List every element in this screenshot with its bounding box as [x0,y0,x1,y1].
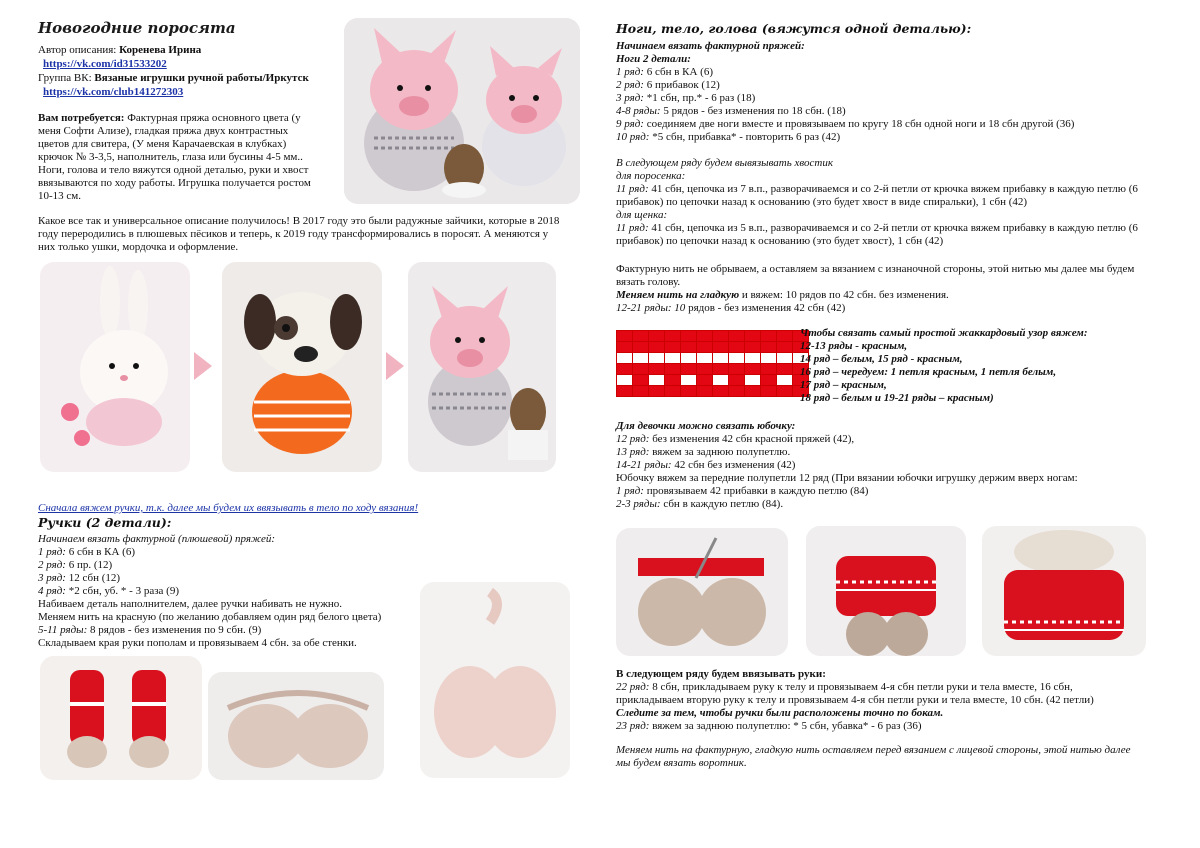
pattern-cell [713,386,728,396]
pattern-cell [633,353,648,363]
pattern-cell [649,364,664,374]
pattern-cell [633,331,648,341]
row-label: 1 ряд: [38,546,66,558]
row-text: рядов - без изменения 42 сбн (42) [685,302,846,314]
pattern-cell [777,375,792,385]
photo-legs-joined [616,528,788,656]
pattern-cell [649,386,664,396]
change-thread-bold: Меняем нить на гладкую [616,289,740,301]
pattern-cell [617,331,632,341]
row-text: прибавок) по цепочки назад к основанию (это будет хвост), 1 сбн (42) [616,235,944,247]
pattern-cell [617,386,632,396]
row-label: 13 ряд: [616,446,650,458]
pattern-cell [761,364,776,374]
pattern-cell [777,331,792,341]
body-heading: Ноги, тело, голова (вяжутся одной деталью): [616,21,972,36]
pattern-cell [697,331,712,341]
pattern-cell [729,342,744,352]
pattern-cell [729,364,744,374]
arms-note: Складываем края руки пополам и провязываем 4 сбн. за обе стенки. [38,637,357,649]
author-label: Автор описания: [38,44,120,56]
pattern-cell [777,342,792,352]
row-label: 23 ряд: [616,720,650,732]
pattern-cell [777,386,792,396]
pattern-cell [745,386,760,396]
pattern-cell [761,342,776,352]
pattern-cell [649,331,664,341]
photo-bunny [40,262,190,472]
photo-puppy [222,262,382,472]
pattern-cell [713,375,728,385]
pattern-cell [697,342,712,352]
arm-plush-illustration [420,582,570,778]
row-text: 5 рядов - без изменения по 18 сбн. (18) [660,105,846,117]
photo-arms-red [40,656,202,780]
row-label: 9 ряд: [616,118,644,130]
pattern-cell [681,353,696,363]
row-label: 2 ряд: [38,559,66,571]
row-text: 41 сбн, цепочка из 5 в.п., разворачиваемся и со 2-й петли от крючка вяжем прибавку в каждую петлю (6 [648,222,1138,234]
pattern-cell [713,364,728,374]
final-line: мы будем вязать воротник. [616,757,747,769]
row-label: 12-21 ряды: 10 [616,302,686,314]
pattern-cell [745,375,760,385]
author-link[interactable]: https://vk.com/id31533202 [43,58,167,70]
pigs-illustration [344,18,580,204]
row-label: 12 ряд: [616,433,650,445]
row-label: 10 ряд: [616,131,650,143]
materials-line: меня Софти Ализе), гладкая пряжа двух контрастных [38,125,289,137]
row-label: 4 ряд: [38,585,66,597]
start-text: Начинаем вязать фактурной пряжей: [616,40,805,52]
row-text: прибавок) по цепочки назад к основанию (это будет хвост в виде спиральки), 1 сбн (42) [616,196,1028,208]
final-instructions [616,744,1176,770]
pattern-cell [665,353,680,363]
pig-illustration [408,262,556,472]
pattern-cell [617,375,632,385]
pattern-cell [633,386,648,396]
row-label: 1 ряд: [616,485,644,497]
pattern-cell [649,375,664,385]
arrow-icon [194,352,212,380]
arms-knit-illustration [208,672,384,780]
row-label: 11 ряд: [616,222,649,234]
row-label: 2 ряд: [616,79,644,91]
skirt-instructions [616,420,1176,511]
row-text: провязываем 42 прибавки в каждую петлю (84) [643,485,869,497]
watch-note: Следите за тем, чтобы ручки были расположены точно по бокам. [616,707,944,719]
row-label: 2-3 ряды: [616,498,661,510]
materials-line: цветов для свитера, (У меня Карачаевская в клубках) [38,138,287,150]
arrow-icon [386,352,404,380]
intro-line: году переродились в плюшевых пёсиков и теперь, к 2019 году трансформировались в поросят. А меняются у [38,228,549,240]
pattern-cell [761,353,776,363]
pattern-cell [681,386,696,396]
author-line [38,44,201,57]
pattern-cell [777,353,792,363]
arms-red-illustration [40,656,202,780]
pattern-cell [681,375,696,385]
jacquard-line: 14 ряд – белым, 15 ряд - красным, [800,353,963,365]
pattern-cell [665,375,680,385]
pattern-cell [745,342,760,352]
photo-two-pigs [344,18,580,204]
materials-block [38,112,334,203]
arms-subheading: Начинаем вязать фактурной (плюшевой) пряжей: [38,533,276,545]
row-text: сбн в каждую петлю (84). [660,498,784,510]
change-thread-text: и вяжем: 10 рядов по 42 сбн. без изменения. [739,289,949,301]
document-title: Новогодние поросята [38,19,236,37]
photo-pig [408,262,556,472]
materials-line: Фактурная пряжа основного цвета (у [124,112,301,124]
photo-arm-plush [420,582,570,778]
row-text: прикладываем вторую руку к телу и провязываем 4-я сбн петли руки и тела вместе, 10 сбн. (42 петли) [616,694,1094,706]
row-label: 14-21 ряды: [616,459,672,471]
pattern-cell [713,342,728,352]
row-text: 42 сбн без изменения (42) [671,459,796,471]
group-link[interactable]: https://vk.com/club141272303 [43,86,184,98]
puppy-label: для щенка: [616,209,668,221]
row-label: 3 ряд: [616,92,644,104]
row-text: 8 рядов - без изменения по 9 сбн. (9) [87,624,262,636]
row-text: 8 сбн, прикладываем руку к телу и провязываем 4-я сбн петли руки и тела вместе, 16 сбн, [649,681,1073,693]
pattern-cell [649,353,664,363]
jacquard-line: 17 ряд – красным, [800,379,887,391]
jacquard-line: 18 ряд – белым и 19-21 ряды – красным) [800,392,994,404]
arms-attach-instructions [616,668,1162,733]
pattern-cell [697,375,712,385]
pattern-cell [681,364,696,374]
pattern-cell [697,364,712,374]
pattern-cell [745,364,760,374]
jacquard-line: 16 ряд – чередуем: 1 петля красным, 1 петля белым, [800,366,1057,378]
yarn-line: вязать голову. [616,276,681,288]
legs-heading: Ноги 2 детали: [616,53,691,65]
jacquard-pattern-grid [616,330,809,397]
row-label: 22 ряд: [616,681,650,693]
group-line [38,72,309,85]
pattern-cell [761,386,776,396]
materials-line: ввязываются по ходу работы. Игрушка получается ростом [38,177,311,189]
legs-instructions [616,40,1176,144]
row-label: 5-11 ряды: [38,624,88,636]
pattern-cell [617,364,632,374]
skirt-note: Юбочку вяжем за передние полупетли 12 ряд (При вязании юбочки игрушку держим вверх ногам: [616,472,1078,484]
pattern-cell [713,331,728,341]
pattern-cell [713,353,728,363]
sweater-back-illustration [806,526,966,656]
jacquard-instructions [800,327,1180,405]
row-text: *1 сбн, пр.* - 6 раз (18) [643,92,756,104]
tail-instructions [616,157,1176,248]
materials-line: Ноги, голова и тело вяжутся одной деталью, руки и хвост [38,164,309,176]
intro-paragraph [38,215,588,254]
row-label: 3 ряд: [38,572,66,584]
row-text: 6 пр. (12) [65,559,113,571]
pattern-cell [617,353,632,363]
intro-line: Какое все так и универсальное описание получилось! В 2017 году это были радужные зайчики, которые в 2018 [38,215,560,227]
pattern-cell [665,342,680,352]
sweater-front-illustration [982,526,1146,656]
intro-line: них только ушки, мордочка и оформление. [38,241,239,253]
pattern-cell [633,342,648,352]
row-text: *2 сбн, уб. * - 3 раза (9) [65,585,180,597]
pattern-cell [633,375,648,385]
row-label: 1 ряд: [616,66,644,78]
photo-arms-knit [208,672,384,780]
row-text: соединяем две ноги вместе и провязываем по кругу 18 сбн одной ноги и 18 сбн другой (36) [643,118,1075,130]
arms-heading: Ручки (2 детали): [38,515,172,530]
row-label: 4-8 ряды: [616,105,661,117]
pattern-cell [697,353,712,363]
yarn-instructions [616,263,1176,315]
photo-sweater-back [806,526,966,656]
materials-line: крючок № 3-3,5, наполнитель, глаза или бусины 4-5 мм.. [38,151,303,163]
puppy-illustration [222,262,382,472]
jacquard-title: Чтобы связать самый простой жаккардовый узор вяжем: [800,327,1088,339]
row-text: 6 прибавок (12) [643,79,720,91]
pattern-cell [633,364,648,374]
pattern-cell [665,331,680,341]
row-text: 12 сбн (12) [65,572,121,584]
row-text: без изменения 42 сбн красной пряжей (42), [649,433,855,445]
arms-note: Набиваем деталь наполнителем, далее ручки набивать не нужно. [38,598,343,610]
pattern-cell [649,342,664,352]
materials-line: 10-13 см. [38,190,82,202]
row-label: 11 ряд: [616,183,649,195]
author-name: Коренева Ирина [119,44,202,56]
pattern-cell [697,386,712,396]
legs-joined-illustration [616,528,788,656]
row-text: вяжем за заднюю полупетлю: * 5 сбн, убавка* - 6 раз (36) [649,720,922,732]
materials-label: Вам потребуется: [38,112,125,124]
final-line: Меняем нить на фактурную, гладкую нить оставляем перед вязанием с лицевой стороны, этой нитью далее [616,744,1131,756]
row-text: 41 сбн, цепочка из 7 в.п., разворачиваемся и со 2-й петли от крючка вяжем прибавку в каждую петлю (6 [648,183,1138,195]
row-text: вяжем за заднюю полупетлю. [649,446,791,458]
group-name: Вязаные игрушки ручной работы/Иркутск [94,72,309,84]
yarn-line: Фактурную нить не обрываем, а оставляем за вязанием с изнаночной стороны, этой нитью мы далее мы будем [616,263,1135,275]
pattern-cell [729,331,744,341]
pattern-cell [617,342,632,352]
photo-sweater-front [982,526,1146,656]
row-text: 6 сбн в КА (6) [643,66,714,78]
skirt-heading: Для девочки можно связать юбочку: [616,420,796,432]
pattern-cell [681,331,696,341]
pattern-cell [729,353,744,363]
row-text: 6 сбн в КА (6) [65,546,136,558]
pattern-cell [761,331,776,341]
pattern-cell [761,375,776,385]
pattern-cell [665,386,680,396]
bunny-illustration [40,262,190,472]
pattern-cell [745,331,760,341]
pattern-cell [729,375,744,385]
tail-heading: В следующем ряду будем вывязывать хвостик [616,157,833,169]
row-text: *5 сбн, прибавка* - повторить 6 раз (42) [649,131,841,143]
pig-label: для поросенка: [616,170,686,182]
arms-note: Меняем нить на красную (по желанию добавляем один ряд белого цвета) [38,611,382,623]
note-text: Сначала вяжем ручки, т.к. далее мы будем их ввязывать в тело по ходу вязания! [38,502,419,514]
pattern-cell [745,353,760,363]
jacquard-line: 12-13 ряды - красным, [800,340,908,352]
group-label: Группа ВК: [38,72,95,84]
pattern-cell [665,364,680,374]
arms-attach-heading: В следующем ряду будем ввязывать руки: [616,668,826,680]
pattern-cell [729,386,744,396]
pattern-cell [777,364,792,374]
pattern-cell [681,342,696,352]
